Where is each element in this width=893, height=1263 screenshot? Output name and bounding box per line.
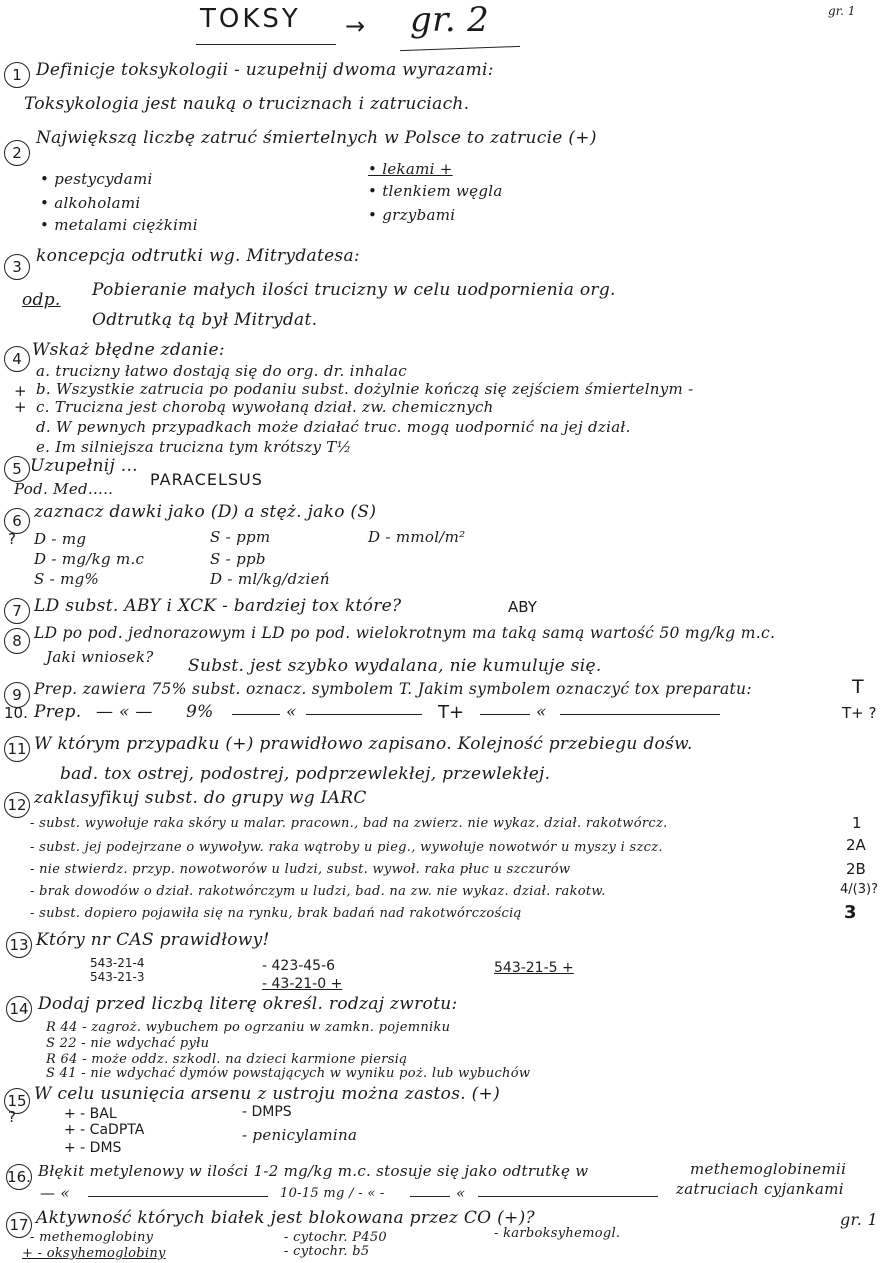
- q4-item: a. trucizny łatwo dostają się do org. dr. inhalac: [36, 362, 407, 380]
- q6-number: 6: [4, 508, 30, 534]
- q2-question: Największą liczbę zatruć śmiertelnych w Polsce to zatrucie (+): [36, 128, 597, 148]
- q3-number: 3: [4, 254, 30, 280]
- q14-item: R 64 - może oddz. szkodl. na dzieci karmione piersią: [46, 1052, 408, 1067]
- q16-ditto: «: [456, 1184, 466, 1202]
- q15-option: + - BAL: [64, 1106, 117, 1122]
- q2-option: • grzybami: [368, 206, 456, 224]
- q12-item: - subst. dopiero pojawiła się na rynku, brak badań nad rakotwórczością: [30, 906, 522, 921]
- q10-dash: [306, 714, 422, 715]
- q7-number: 7: [4, 598, 30, 624]
- q3-odp-label: odp.: [22, 290, 61, 310]
- q13-option: 543-21-4: [90, 956, 145, 970]
- q16-dash: [478, 1196, 658, 1197]
- q14-number: 14: [6, 996, 32, 1022]
- title-underline: [196, 44, 336, 45]
- q12-answer: 2B: [846, 860, 866, 878]
- q14-item: S 22 - nie wdychać pyłu: [46, 1036, 210, 1051]
- q8-line2: Jaki wniosek?: [46, 648, 154, 666]
- q16-ditto: — «: [40, 1184, 70, 1202]
- q12-item: - subst. wywołuje raka skóry u malar. pracown., bad na zwierz. nie wykaz. dział. rakotwórcz.: [30, 816, 668, 831]
- q13-option-correct: 543-21-5 +: [494, 960, 574, 976]
- q2-option: • tlenkiem węgla: [368, 182, 503, 200]
- q13-option-correct: - 43-21-0 +: [262, 976, 343, 992]
- group-label: gr. 2: [410, 0, 490, 40]
- q11-answer: bad. tox ostrej, podostrej, podprzewlekłej, przewlekłej.: [60, 764, 551, 784]
- q15-qmark: ?: [8, 1108, 16, 1126]
- q3-answer: Odtrutką tą był Mitrydat.: [92, 310, 318, 330]
- q10-number: 10.: [4, 704, 28, 722]
- q16-number: 16.: [6, 1164, 32, 1190]
- q9-answer: T: [852, 676, 864, 698]
- q17-option-correct: + - oksyhemoglobiny: [22, 1246, 166, 1261]
- q17-option: - karboksyhemogl.: [494, 1226, 621, 1241]
- q10-answer: T+: [438, 702, 465, 723]
- q17-number: 17: [6, 1212, 32, 1238]
- q6-item: D - ml/kg/dzień: [210, 570, 330, 588]
- q17-question: Aktywność których białek jest blokowana przez CO (+)?: [36, 1208, 535, 1228]
- q6-item: S - ppm: [210, 528, 271, 546]
- q4-mark: +: [14, 382, 27, 400]
- q10-ditto: «: [286, 702, 297, 722]
- q16-answer: methemoglobinemii: [690, 1160, 847, 1178]
- q15-option: - penicylamina: [242, 1126, 358, 1144]
- q5-answer: PARACELSUS: [150, 470, 263, 489]
- q10-dash: [480, 714, 530, 715]
- q15-option: - DMPS: [242, 1104, 292, 1120]
- q2-number: 2: [4, 140, 30, 166]
- q12-answer: 1: [852, 814, 862, 832]
- q12-number: 12: [4, 792, 30, 818]
- q6-item: D - mmol/m²: [368, 528, 466, 546]
- q6-question: zaznacz dawki jako (D) a stęż. jako (S): [34, 502, 377, 522]
- group-underline: [400, 46, 520, 51]
- q17-option: - methemoglobiny: [30, 1230, 154, 1245]
- q14-question: Dodaj przed liczbą literę określ. rodzaj zwrotu:: [38, 994, 458, 1014]
- q1-answer: Toksykologia jest nauką o truciznach i zatruciach.: [24, 94, 470, 114]
- q11-number: 11: [4, 736, 30, 762]
- q6-item: S - mg%: [34, 570, 100, 588]
- q4-item: d. W pewnych przypadkach może działać truc. mogą uodpornić na jej dział.: [36, 418, 631, 436]
- q13-number: 13: [6, 932, 32, 958]
- q17-corner: gr. 1: [840, 1210, 878, 1229]
- q10-prep: Prep.: [34, 702, 82, 722]
- q1-question: Definicje toksykologii - uzupełnij dwoma wyrazami:: [36, 60, 494, 80]
- q10-dash: [232, 714, 280, 715]
- q10-tail: T+ ?: [842, 704, 877, 722]
- q4-number: 4: [4, 346, 30, 372]
- q5-question: Uzupełnij ...: [30, 456, 138, 476]
- q12-answer: 4/(3)?: [840, 882, 878, 897]
- q14-item: S 41 - nie wdychać dymów powstających w wyniku poż. lub wybuchów: [46, 1066, 531, 1081]
- q10-ditto: «: [536, 702, 547, 722]
- q16-dose: 10-15 mg / - « -: [280, 1186, 385, 1201]
- q17-option: - cytochr. P450: [284, 1230, 387, 1245]
- q8-question: LD po pod. jednorazowym i LD po pod. wielokrotnym ma taką samą wartość 50 mg/kg m.c.: [34, 624, 776, 642]
- q4-mark: +: [14, 398, 27, 416]
- q15-option: + - CaDPTA: [64, 1122, 145, 1138]
- q6-item: D - mg: [34, 530, 87, 548]
- q9-number: 9: [4, 682, 30, 708]
- q2-option: • alkoholami: [40, 194, 141, 212]
- q13-option: 543-21-3: [90, 970, 145, 984]
- q6-item: D - mg/kg m.c: [34, 550, 145, 568]
- q7-answer: ABY: [508, 598, 537, 616]
- q10-dash: [560, 714, 720, 715]
- page-title: TOKSY: [200, 4, 301, 34]
- q6-item: S - ppb: [210, 550, 266, 568]
- q4-item: e. Im silniejsza trucizna tym krótszy T½: [36, 438, 352, 456]
- q12-answer: 3: [844, 902, 857, 923]
- q15-number: 15: [4, 1088, 30, 1114]
- q16-dash: [410, 1196, 450, 1197]
- q7-question: LD subst. ABY i XCK - bardziej tox które?: [34, 596, 402, 616]
- corner-note: gr. 1: [828, 4, 856, 18]
- q16-question: Błękit metylenowy w ilości 1-2 mg/kg m.c. stosuje się jako odtrutkę w: [38, 1162, 589, 1180]
- q4-item: c. Trucizna jest chorobą wywołaną dział. zw. chemicznych: [36, 398, 494, 416]
- q16-answer: zatruciach cyjankami: [676, 1180, 844, 1198]
- q2-option: • pestycydami: [40, 170, 153, 188]
- q13-option: - 423-45-6: [262, 958, 336, 974]
- q10-ditto: — « —: [96, 702, 153, 722]
- q2-option: • metalami ciężkimi: [40, 216, 198, 234]
- q9-text: Prep. zawiera 75% subst. oznacz. symbolem T. Jakim symbolem oznaczyć tox preparatu:: [34, 680, 752, 698]
- q10-percent: 9%: [186, 702, 214, 722]
- q12-item: - nie stwierdz. przyp. nowotworów u ludzi, subst. wywoł. raka płuc u szczurów: [30, 862, 571, 877]
- q13-question: Który nr CAS prawidłowy!: [36, 930, 270, 950]
- q12-question: zaklasyfikuj subst. do grupy wg IARC: [34, 788, 367, 808]
- q3-question: koncepcja odtrutki wg. Mitrydatesa:: [36, 246, 360, 266]
- q12-item: - subst. jej podejrzane o wywoływ. raka wątroby u pieg., wywołuje nowotwór u myszy i szcz.: [30, 840, 663, 855]
- q15-question: W celu usunięcia arsenu z ustroju można zastos. (+): [34, 1084, 501, 1104]
- q2-option-correct: • lekami +: [368, 160, 453, 178]
- q14-item: R 44 - zagroż. wybuchem po ogrzaniu w zamkn. pojemniku: [46, 1020, 451, 1035]
- q8-answer: Subst. jest szybko wydalana, nie kumuluje się.: [188, 656, 602, 676]
- q4-item: b. Wszystkie zatrucia po podaniu subst. dożylnie kończą się zejściem śmiertelnym -: [36, 380, 694, 398]
- q12-item: - brak dowodów o dział. rakotwórczym u ludzi, bad. na zw. nie wykaz. dział. rakotw.: [30, 884, 606, 899]
- q4-question: Wskaż błędne zdanie:: [32, 340, 225, 360]
- q6-qmark: ?: [8, 530, 16, 548]
- arrow-icon: →: [345, 12, 366, 40]
- q16-dash: [88, 1196, 268, 1197]
- q3-answer: Pobieranie małych ilości trucizny w celu uodpornienia org.: [92, 280, 616, 300]
- q8-number: 8: [4, 628, 30, 654]
- q11-question: W którym przypadku (+) prawidłowo zapisano. Kolejność przebiegu dośw.: [34, 734, 693, 754]
- q17-option: - cytochr. b5: [284, 1244, 370, 1259]
- q12-answer: 2A: [846, 836, 866, 854]
- q15-option: + - DMS: [64, 1140, 122, 1156]
- q1-number: 1: [4, 62, 30, 88]
- q5-number: 5: [4, 456, 30, 482]
- q5-line2: Pod. Med.....: [14, 480, 114, 498]
